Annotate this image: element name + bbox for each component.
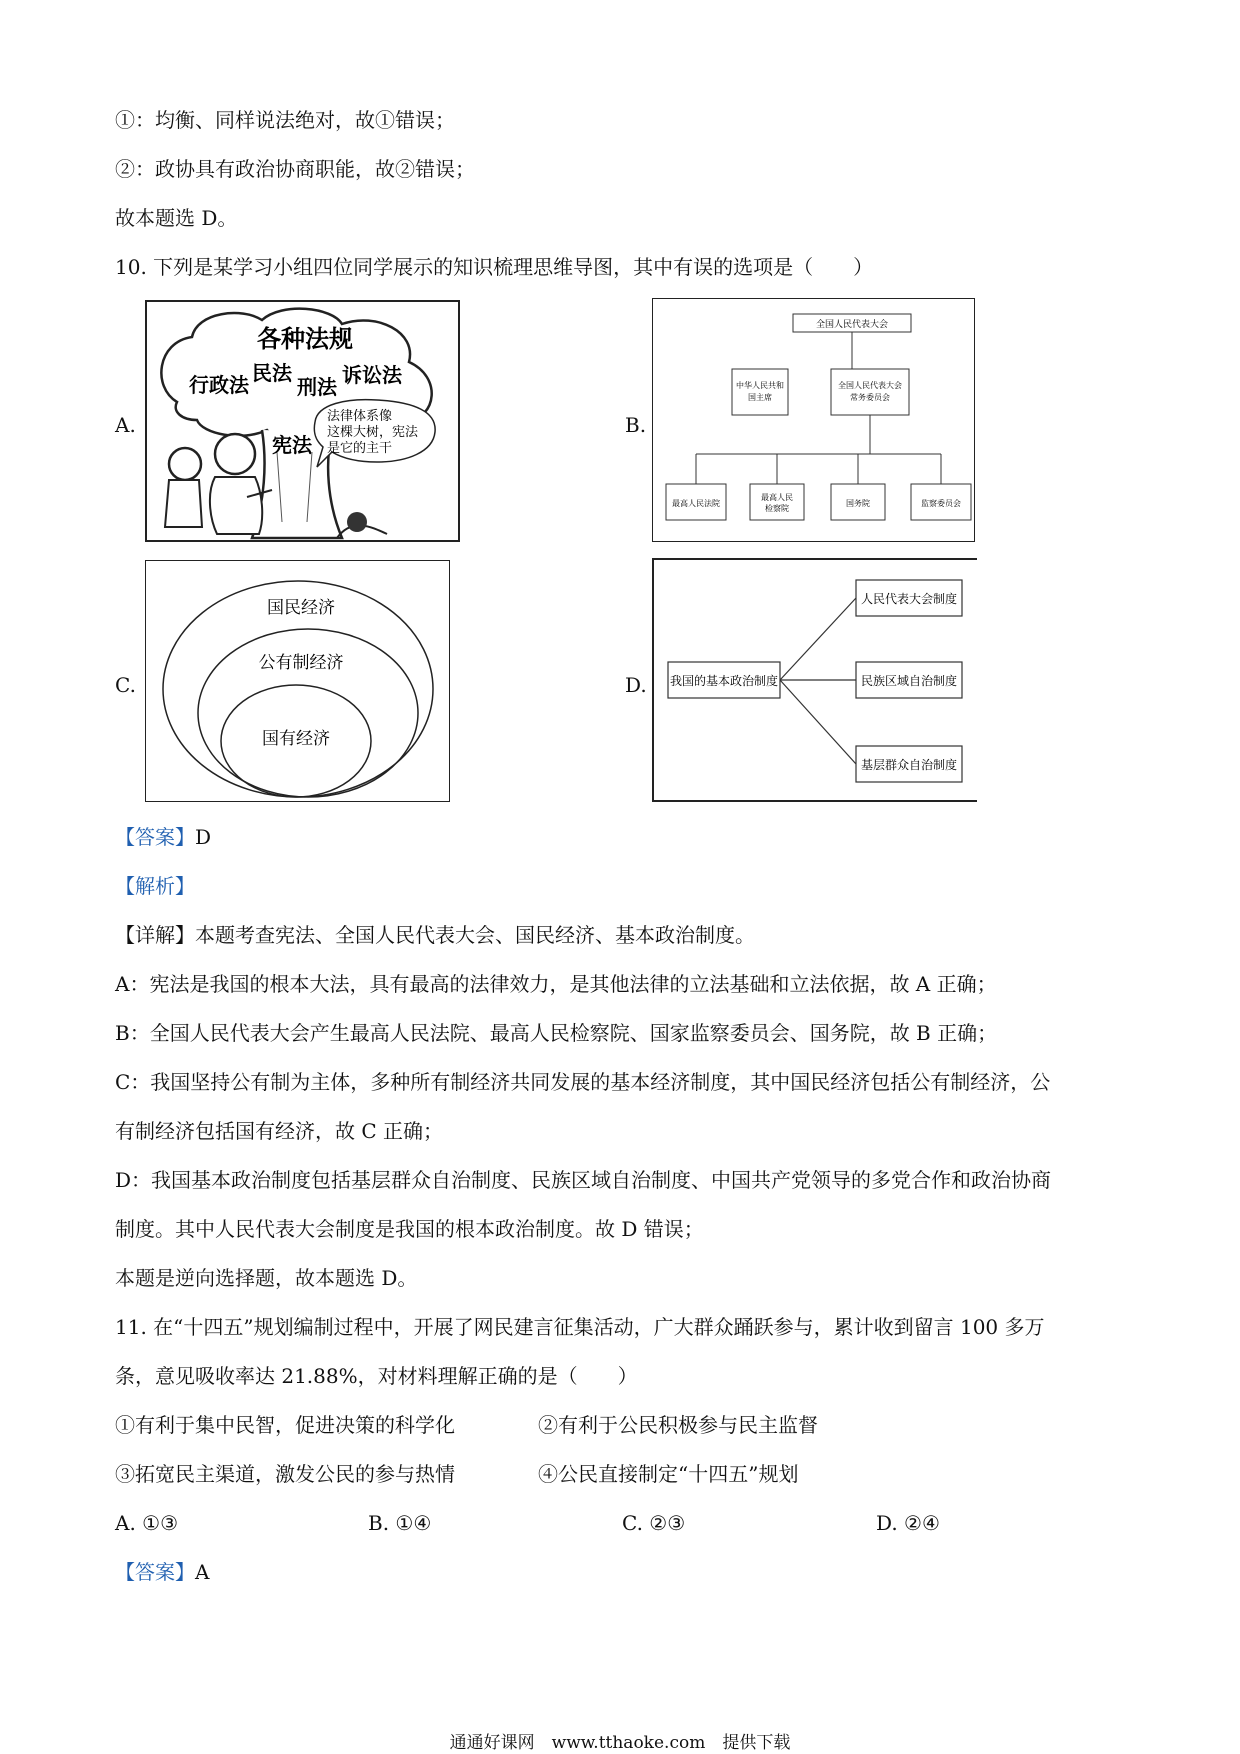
- detail-c-1: C：我国坚持公有制为主体，多种所有制经济共同发展的基本经济制度，其中国民经济包括公有制经济，公: [115, 1070, 1051, 1094]
- choice-a: A. ①③: [115, 1511, 179, 1535]
- figure-d-branch-1: 人民代表大会制度: [860, 592, 958, 606]
- figure-b-bottom-1: 最高人民法院: [672, 499, 720, 508]
- figure-b-right-2: 常务委员会: [850, 393, 890, 402]
- figure-a-crown-text: 各种法规: [257, 325, 353, 353]
- option-a-label: A.: [115, 413, 136, 437]
- detail-tag: 【详解】: [115, 923, 195, 947]
- detail-end: 本题是逆向选择题，故本题选 D。: [115, 1266, 418, 1290]
- figure-a-trunk-text: 宪法: [272, 433, 312, 457]
- line-3: 故本题选 D。: [115, 206, 238, 230]
- figure-d-branch-3: 基层群众自治制度: [860, 758, 958, 772]
- answer-tag: 【答案】: [115, 825, 195, 849]
- detail-intro-text: 本题考查宪法、全国人民代表大会、国民经济、基本政治制度。: [195, 923, 755, 947]
- option-d-label: D.: [625, 673, 647, 697]
- choice-d: D. ②④: [876, 1511, 940, 1535]
- question-11-line-1: 11. 在“十四五”规划编制过程中，开展了网民建言征集活动，广大群众踊跃参与，累计收到留言 100 多万: [115, 1315, 1045, 1339]
- answer-11-tag: 【答案】: [115, 1560, 195, 1584]
- figure-c-nested-circles: [145, 560, 450, 802]
- line-1: ①：均衡、同样说法绝对，故①错误；: [115, 108, 455, 132]
- detail-c-2: 有制经济包括国有经济，故 C 正确；: [115, 1119, 444, 1143]
- statement-2: ②有利于公民积极参与民主监督: [538, 1413, 818, 1437]
- answer-10: [115, 823, 211, 851]
- figure-c-middle: 公有制经济: [258, 653, 344, 673]
- figure-b-left-2: 国主席: [748, 393, 772, 402]
- choice-b: B. ①④: [368, 1511, 432, 1535]
- statement-1: ①有利于集中民智，促进决策的科学化: [115, 1413, 455, 1437]
- analysis-tag: 【解析】: [115, 874, 195, 898]
- figure-b-org-chart: [652, 298, 975, 542]
- figure-a-branch-4: 诉讼法: [342, 363, 402, 387]
- figure-b-bottom-4: 监察委员会: [921, 499, 961, 508]
- figure-c-inner: 国有经济: [262, 729, 330, 749]
- answer-11-value: A: [195, 1560, 210, 1584]
- choice-c: C. ②③: [622, 1511, 686, 1535]
- figure-a-speech-2: 这棵大树，宪法: [327, 425, 419, 440]
- option-b-label: B.: [625, 413, 647, 437]
- figure-d-tree: [652, 558, 977, 802]
- figure-a-speech-3: 是它的主干: [327, 441, 393, 456]
- footer-source: 通通好课网 www.tthaoke.com 提供下载: [449, 1733, 791, 1753]
- figure-b-bottom-2a: 最高人民: [761, 493, 793, 502]
- figure-b-bottom-3: 国务院: [846, 499, 870, 508]
- detail-d-1: D：我国基本政治制度包括基层群众自治制度、民族区域自治制度、中国共产党领导的多党合作和政治协商: [115, 1168, 1052, 1192]
- detail-intro: [115, 921, 755, 949]
- analysis-heading: [115, 872, 195, 900]
- figure-b-right-1: 全国人民代表大会: [838, 381, 902, 390]
- line-2: ②：政协具有政治协商职能，故②错误；: [115, 157, 475, 181]
- figure-a-branch-2: 民法: [252, 361, 292, 385]
- figure-a-branch-3: 刑法: [297, 375, 337, 399]
- figure-d-root: 我国的基本政治制度: [669, 674, 779, 688]
- figure-a-cartoon: [145, 300, 460, 542]
- figure-a-branch-1: 行政法: [189, 373, 249, 397]
- figure-b-left-1: 中华人民共和: [736, 381, 784, 390]
- figure-a-speech-1: 法律体系像: [327, 409, 393, 424]
- detail-b: B：全国人民代表大会产生最高人民法院、最高人民检察院、国家监察委员会、国务院，故 B 正确；: [115, 1021, 998, 1045]
- question-10: 10. 下列是某学习小组四位同学展示的知识梳理思维导图，其中有误的选项是（ ）: [115, 255, 874, 279]
- figure-b-top: 全国人民代表大会: [815, 320, 889, 330]
- statement-3: ③拓宽民主渠道，激发公民的参与热情: [115, 1462, 455, 1486]
- answer-value: D: [195, 825, 212, 849]
- answer-11: [115, 1558, 209, 1586]
- question-11-line-2: 条，意见吸收率达 21.88%，对材料理解正确的是（ ）: [115, 1364, 638, 1388]
- statement-4: ④公民直接制定“十四五”规划: [538, 1462, 799, 1486]
- detail-a: A：宪法是我国的根本大法，具有最高的法律效力，是其他法律的立法基础和立法依据，故 A 正确；: [115, 972, 997, 996]
- figure-c-outer: 国民经济: [267, 598, 335, 618]
- option-c-label: C.: [115, 673, 136, 697]
- detail-d-2: 制度。其中人民代表大会制度是我国的根本政治制度。故 D 错误；: [115, 1217, 704, 1241]
- figure-b-bottom-2b: 检察院: [765, 504, 789, 513]
- figure-d-branch-2: 民族区域自治制度: [860, 674, 958, 688]
